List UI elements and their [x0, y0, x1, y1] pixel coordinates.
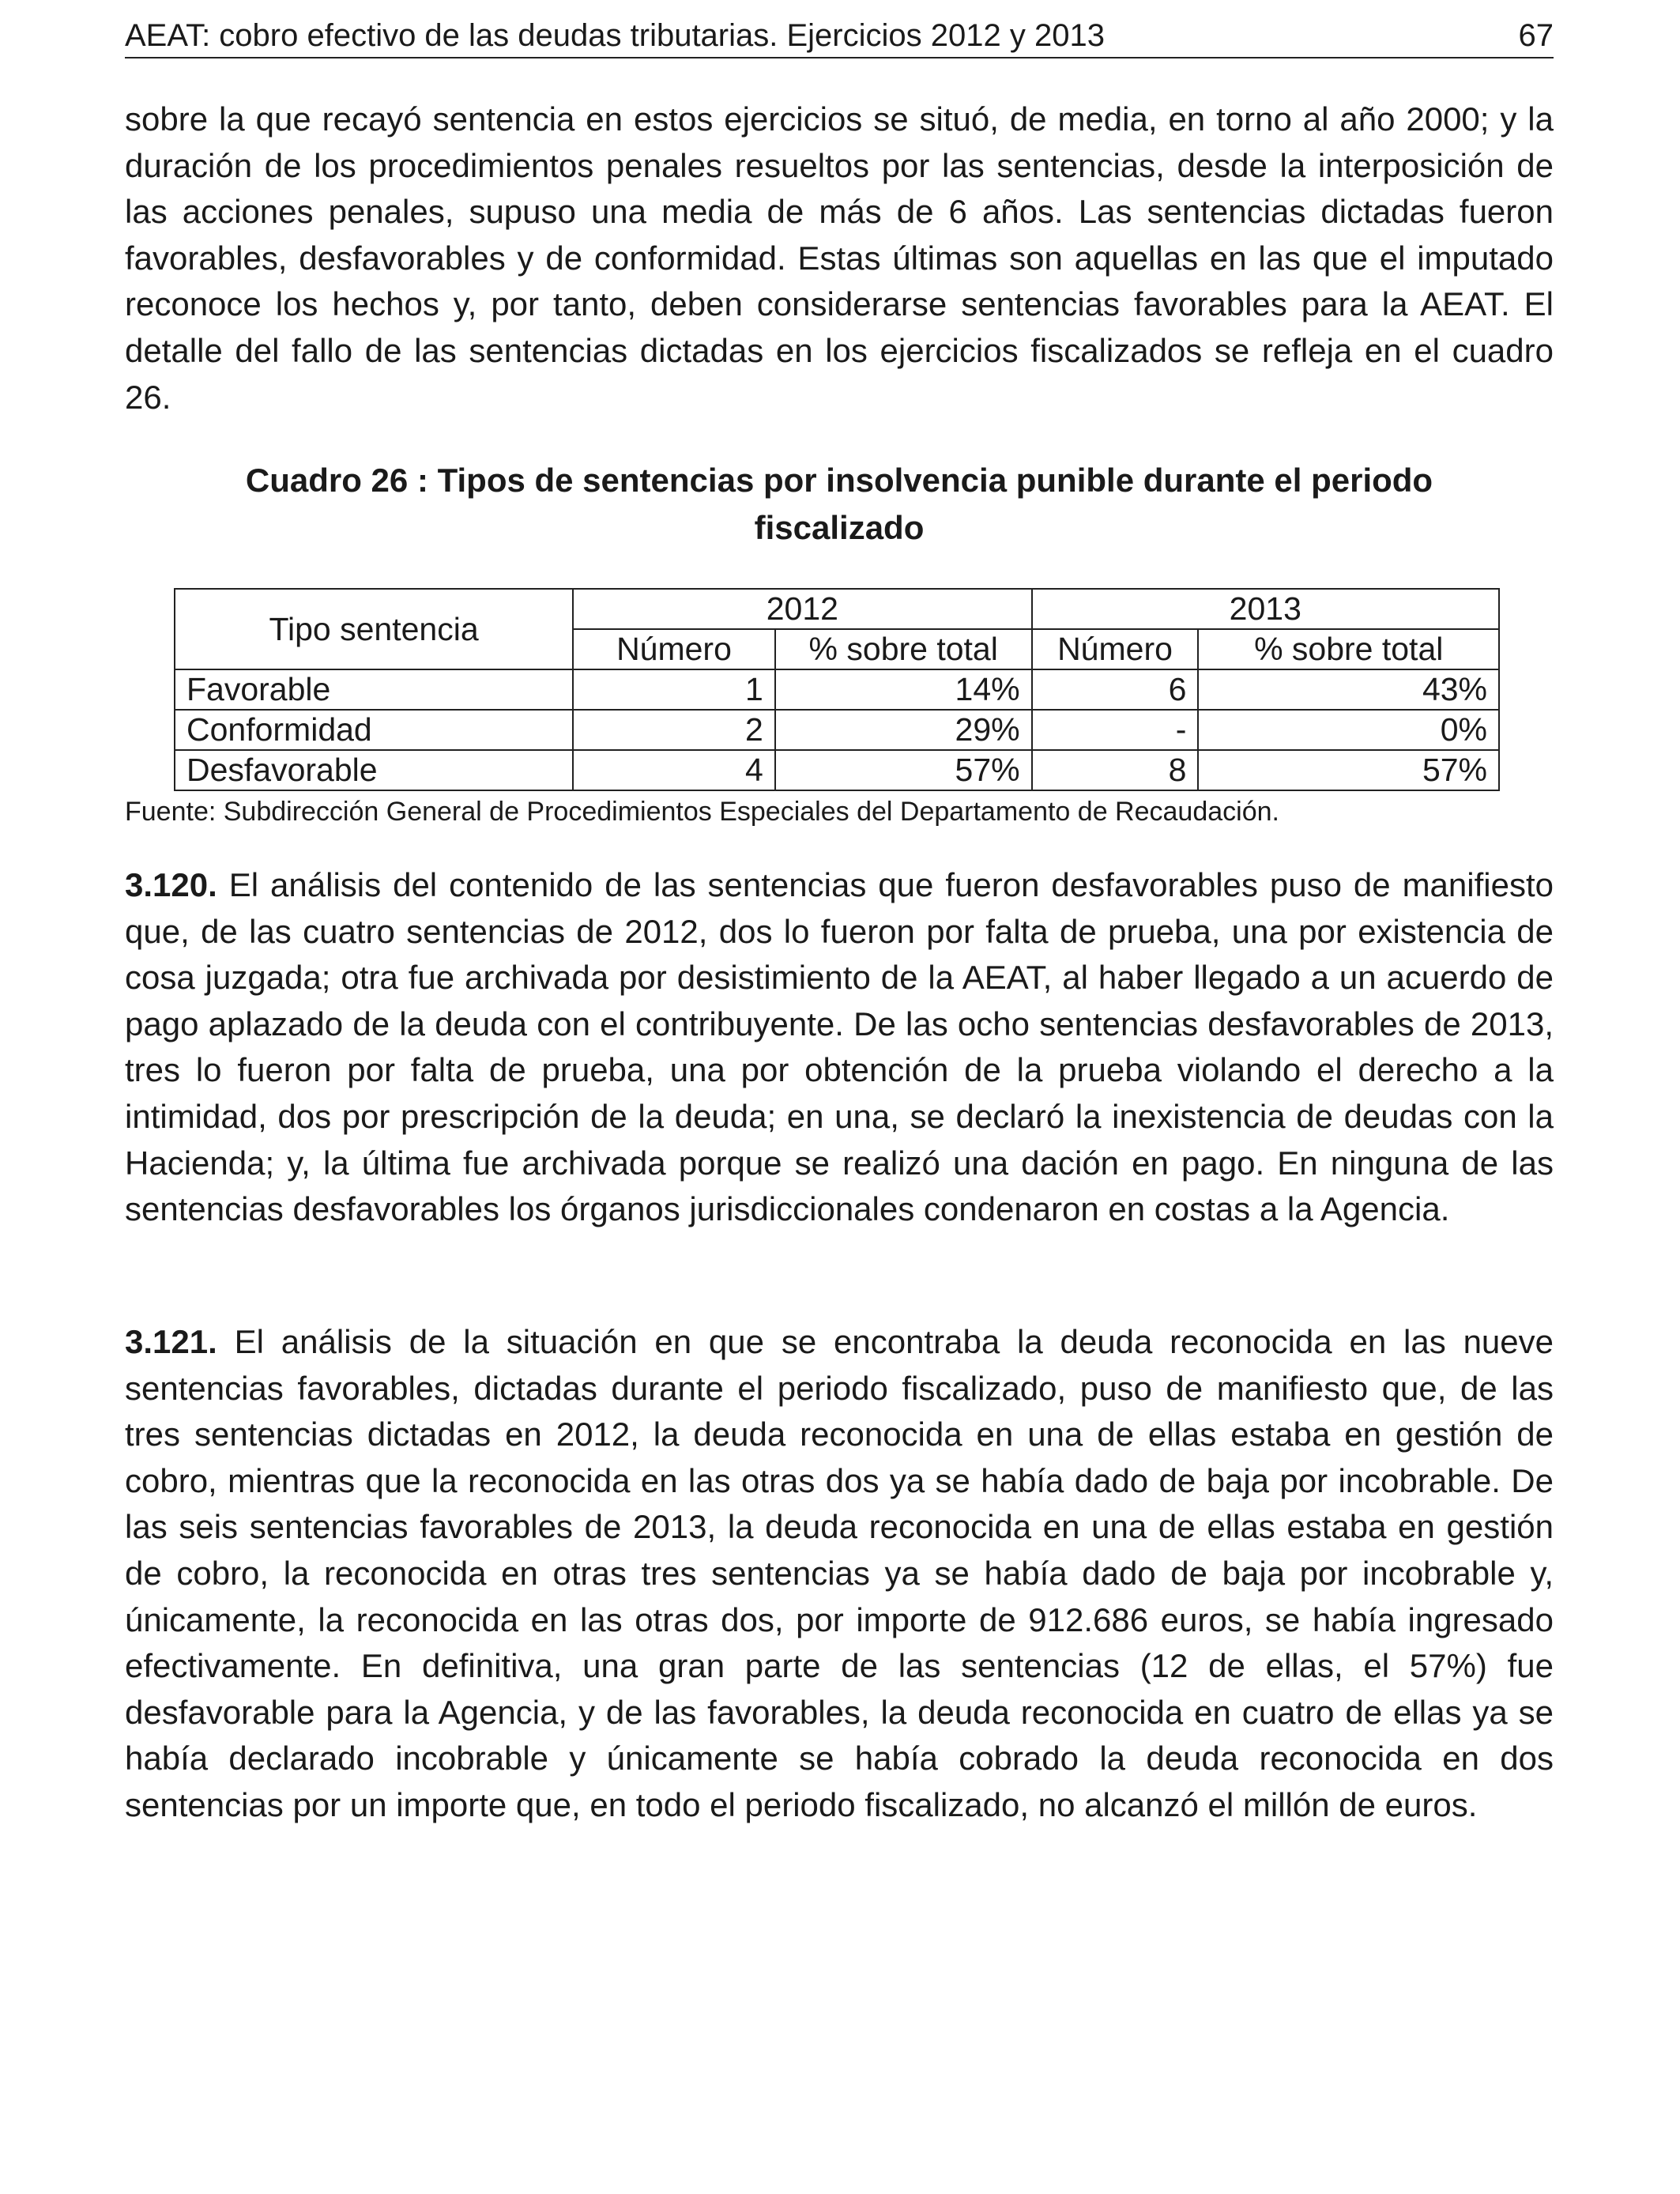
- table-row: [175, 710, 1499, 750]
- running-header: [125, 16, 1554, 58]
- subheader-pct-2012: % sobre total: [775, 629, 1032, 669]
- cell-pct-2012: 14%: [775, 669, 1032, 710]
- subheader-pct-2013: % sobre total: [1198, 629, 1499, 669]
- row-header-cell: Tipo sentencia: [175, 589, 573, 669]
- year-header-2013: 2013: [1032, 589, 1499, 629]
- table-caption: [125, 457, 1554, 552]
- table-caption-line2: fiscalizado: [754, 509, 925, 546]
- cell-pct-2013: 0%: [1198, 710, 1499, 750]
- subheader-numero-2013: Número: [1032, 629, 1199, 669]
- table-row: [175, 669, 1499, 710]
- table-source-note: Fuente: Subdirección General de Procedimientos Especiales del Departamento de Recaudación.: [125, 797, 1279, 827]
- year-header-2012: 2012: [573, 589, 1031, 629]
- cell-pct-2013: 57%: [1198, 750, 1499, 790]
- cell-numero-2013: -: [1032, 710, 1199, 750]
- row-label: Favorable: [175, 669, 573, 710]
- paragraph-number: 3.121.: [125, 1323, 217, 1360]
- cell-numero-2012: 1: [573, 669, 775, 710]
- table-caption-line1: Cuadro 26 : Tipos de sentencias por insolvencia punible durante el periodo: [245, 462, 1433, 499]
- cell-numero-2012: 4: [573, 750, 775, 790]
- intro-paragraph: sobre la que recayó sentencia en estos ejercicios se situó, de media, en torno al año 2000; y la duración de los procedimientos penales resueltos por las sentencias, desde la interposición de las acciones penales, supuso una media de más de 6 años. Las sentencias dictadas fueron favorables, desfavorables y de conformidad. Estas últimas son aquellas en las que el imputado reconoce los hechos y, por tanto, deben considerarse sentencias favorables para la AEAT. El detalle del fallo de las sentencias dictadas en los ejercicios fiscalizados se refleja en el cuadro 26.: [125, 100, 1554, 416]
- paragraph-number: 3.120.: [125, 866, 217, 903]
- table-header-row-years: [175, 589, 1499, 629]
- row-label: Desfavorable: [175, 750, 573, 790]
- paragraph-text: El análisis de la situación en que se encontraba la deuda reconocida en las nueve sentencias favorables, dictadas durante el periodo fiscalizado, puso de manifiesto que, de las tres sentencias dictadas en 2012, la deuda reconocida en una de ellas estaba en gestión de cobro, mientras que la reconocida en las otras dos ya se había dado de baja por incobrable. De las seis sentencias favorables de 2013, la deuda reconocida en una de ellas estaba en gestión de cobro, la reconocida en otras tres sentencias ya se había dado de baja por incobrable y, únicamente, la reconocida en las otras dos, por importe de 912.686 euros, se había ingresado efectivamente. En definitiva, una gran parte de las sentencias (12 de ellas, el 57%) fue desfavorable para la Agencia, y de las favorables, la deuda reconocida en cuatro de ellas ya se había declarado incobrable y únicamente se había cobrado la deuda reconocida en dos sentencias por un importe que, en todo el periodo fiscalizado, no alcanzó el millón de euros.: [125, 1323, 1554, 1823]
- cell-pct-2013: 43%: [1198, 669, 1499, 710]
- cell-pct-2012: 29%: [775, 710, 1032, 750]
- sentencias-table: [174, 588, 1500, 791]
- paragraph-3-121: [125, 1319, 1554, 1829]
- subheader-numero-2012: Número: [573, 629, 775, 669]
- cell-numero-2012: 2: [573, 710, 775, 750]
- paragraph-text: El análisis del contenido de las sentencias que fueron desfavorables puso de manifiesto que, de las cuatro sentencias de 2012, dos lo fueron por falta de prueba, una por existencia de cosa juzgada; otra fue archivada por desistimiento de la AEAT, al haber llegado a un acuerdo de pago aplazado de la deuda con el contribuyente. De las ocho sentencias desfavorables de 2013, tres lo fueron por falta de prueba, una por obtención de la prueba violando el derecho a la intimidad, dos por prescripción de la deuda; en una, se declaró la inexistencia de deudas con la Hacienda; y, la última fue archivada porque se realizó una dación en pago. En ninguna de las sentencias desfavorables los órganos jurisdiccionales condenaron en costas a la Agencia.: [125, 866, 1554, 1228]
- table-row: [175, 750, 1499, 790]
- cell-numero-2013: 6: [1032, 669, 1199, 710]
- cell-pct-2012: 57%: [775, 750, 1032, 790]
- row-label: Conformidad: [175, 710, 573, 750]
- page-number: 67: [1518, 18, 1554, 53]
- cell-numero-2013: 8: [1032, 750, 1199, 790]
- paragraph-3-120: [125, 862, 1554, 1233]
- header-title: AEAT: cobro efectivo de las deudas tributarias. Ejercicios 2012 y 2013: [125, 18, 1105, 53]
